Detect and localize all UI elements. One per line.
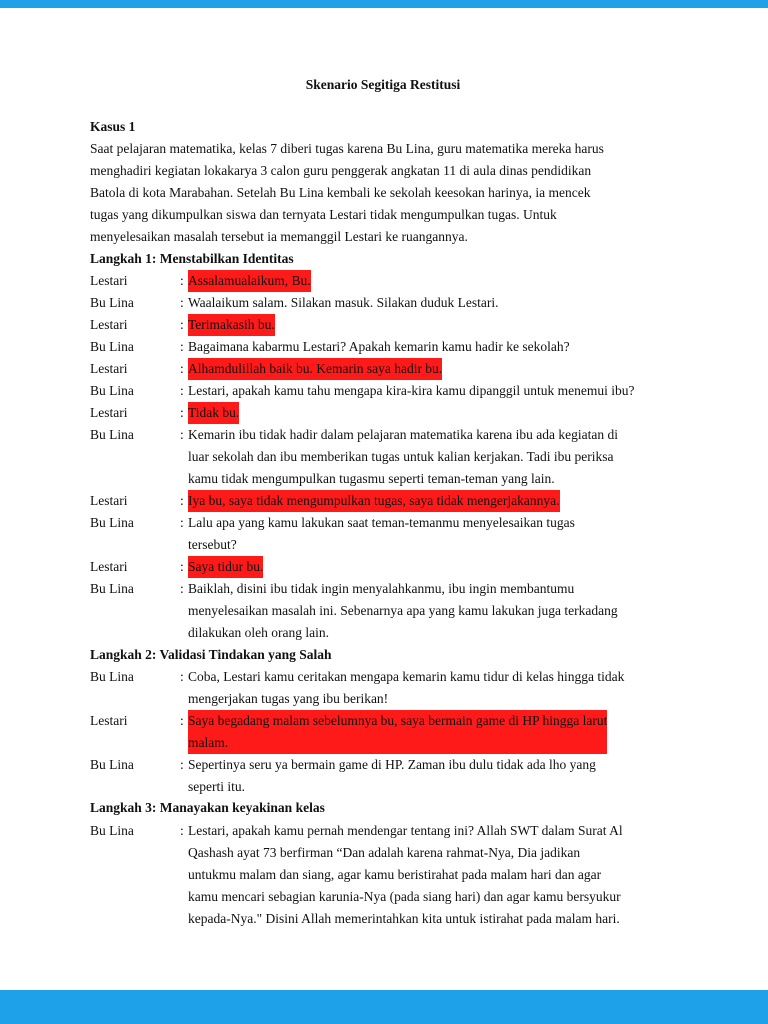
speaker-name: Lestari [90, 559, 128, 574]
dialog-line: Baiklah, disini ibu tidak ingin menyalahkanmu, ibu ingin membantumu [188, 581, 575, 596]
dialog-line: Bagaimana kabarmu Lestari? Apakah kemarin kamu hadir ke sekolah? [188, 339, 570, 354]
dialog-line: mengerjakan tugas yang ibu berikan! [188, 691, 389, 706]
highlighted-line: Iya bu, saya tidak mengumpulkan tugas, saya tidak mengerjakannya. [188, 490, 560, 512]
speaker-name: Lestari [90, 273, 128, 288]
highlighted-line: Assalamualaikum, Bu. [188, 270, 311, 292]
colon-separator: : [180, 823, 184, 838]
highlighted-line: Saya begadang malam sebelumnya bu, saya bermain game di HP hingga larut [188, 710, 607, 732]
speaker-name: Bu Lina [90, 427, 134, 442]
colon-separator: : [180, 273, 184, 288]
dialog-line: Coba, Lestari kamu ceritakan mengapa kemarin kamu tidur di kelas hingga tidak [188, 669, 625, 684]
colon-separator: : [180, 405, 184, 420]
dialog-line: tersebut? [188, 537, 237, 552]
colon-separator: : [180, 295, 184, 310]
speaker-name: Bu Lina [90, 383, 134, 398]
speaker-name: Lestari [90, 493, 128, 508]
speaker-name: Lestari [90, 405, 128, 420]
dialog-line: Qashash ayat 73 berfirman “Dan adalah karena rahmat-Nya, Dia jadikan [188, 845, 581, 860]
highlighted-line: malam. [188, 732, 607, 754]
step-heading: Langkah 2: Validasi Tindakan yang Salah [90, 647, 332, 662]
colon-separator: : [180, 559, 184, 574]
colon-separator: : [180, 757, 184, 772]
speaker-name: Bu Lina [90, 295, 134, 310]
speaker-name: Bu Lina [90, 515, 134, 530]
speaker-name: Bu Lina [90, 581, 134, 596]
speaker-name: Lestari [90, 317, 128, 332]
colon-separator: : [180, 339, 184, 354]
dialog-line: kamu mencari sebagian karunia-Nya (pada siang hari) dan agar kamu bersyukur [188, 889, 621, 904]
intro-line: menyelesaikan masalah tersebut ia memanggil Lestari ke ruangannya. [90, 229, 468, 244]
dialog-line: Kemarin ibu tidak hadir dalam pelajaran matematika karena ibu ada kegiatan di [188, 427, 618, 442]
step-heading: Langkah 1: Menstabilkan Identitas [90, 251, 294, 266]
highlighted-line: Saya tidur bu. [188, 556, 263, 578]
highlighted-line: Tidak bu. [188, 402, 239, 424]
colon-separator: : [180, 361, 184, 376]
speaker-name: Lestari [90, 361, 128, 376]
dialog-line: Waalaikum salam. Silakan masuk. Silakan duduk Lestari. [188, 295, 499, 310]
document-title: Skenario Segitiga Restitusi [305, 77, 461, 92]
dialog-line: Lestari, apakah kamu tahu mengapa kira-kira kamu dipanggil untuk menemui ibu? [188, 383, 635, 398]
dialog-line: untukmu malam dan siang, agar kamu beristirahat pada malam hari dan agar [188, 867, 602, 882]
intro-line: tugas yang dikumpulkan siswa dan ternyata Lestari tidak mengumpulkan tugas. Untuk [90, 207, 557, 222]
colon-separator: : [180, 493, 184, 508]
dialog-line: kamu tidak mengumpulkan tugasmu seperti teman-teman yang lain. [188, 471, 555, 486]
step-heading: Langkah 3: Manayakan keyakinan kelas [90, 800, 325, 815]
colon-separator: : [180, 427, 184, 442]
colon-separator: : [180, 669, 184, 684]
speaker-name: Bu Lina [90, 757, 134, 772]
top-accent-bar [0, 0, 768, 8]
highlighted-line: Alhamdulillah baik bu. Kemarin saya hadir bu. [188, 358, 442, 380]
colon-separator: : [180, 383, 184, 398]
case-heading: Kasus 1 [90, 119, 136, 134]
intro-paragraph [90, 138, 690, 248]
speaker-name: Lestari [90, 713, 128, 728]
dialog-line: dilakukan oleh orang lain. [188, 625, 329, 640]
intro-line: menghadiri kegiatan lokakarya 3 calon guru penggerak angkatan 11 di aula dinas pendidikan [90, 163, 592, 178]
highlighted-line: Terimakasih bu. [188, 314, 275, 336]
intro-line: Batola di kota Marabahan. Setelah Bu Lina kembali ke sekolah keesokan harinya, ia mencek [90, 185, 591, 200]
colon-separator: : [180, 581, 184, 596]
speaker-name: Bu Lina [90, 669, 134, 684]
speaker-name: Bu Lina [90, 339, 134, 354]
bottom-accent-bar [0, 990, 768, 1024]
dialog-line: luar sekolah dan ibu memberikan tugas untuk kalian kerjakan. Tadi ibu periksa [188, 449, 614, 464]
dialog-line: menyelesaikan masalah ini. Sebenarnya apa yang kamu lakukan juga terkadang [188, 603, 618, 618]
dialog-line: Sepertinya seru ya bermain game di HP. Zaman ibu dulu tidak ada lho yang [188, 757, 596, 772]
dialog-line: seperti itu. [188, 779, 245, 794]
colon-separator: : [180, 515, 184, 530]
dialog-line: Lestari, apakah kamu pernah mendengar tentang ini? Allah SWT dalam Surat Al [188, 823, 623, 838]
colon-separator: : [180, 317, 184, 332]
colon-separator: : [180, 713, 184, 728]
dialog-line: kepada-Nya." Disini Allah memerintahkan kita untuk istirahat pada malam hari. [188, 911, 620, 926]
speaker-name: Bu Lina [90, 823, 134, 838]
dialog-line: Lalu apa yang kamu lakukan saat teman-temanmu menyelesaikan tugas [188, 515, 575, 530]
intro-line: Saat pelajaran matematika, kelas 7 diberi tugas karena Bu Lina, guru matematika mereka harus [90, 141, 604, 156]
